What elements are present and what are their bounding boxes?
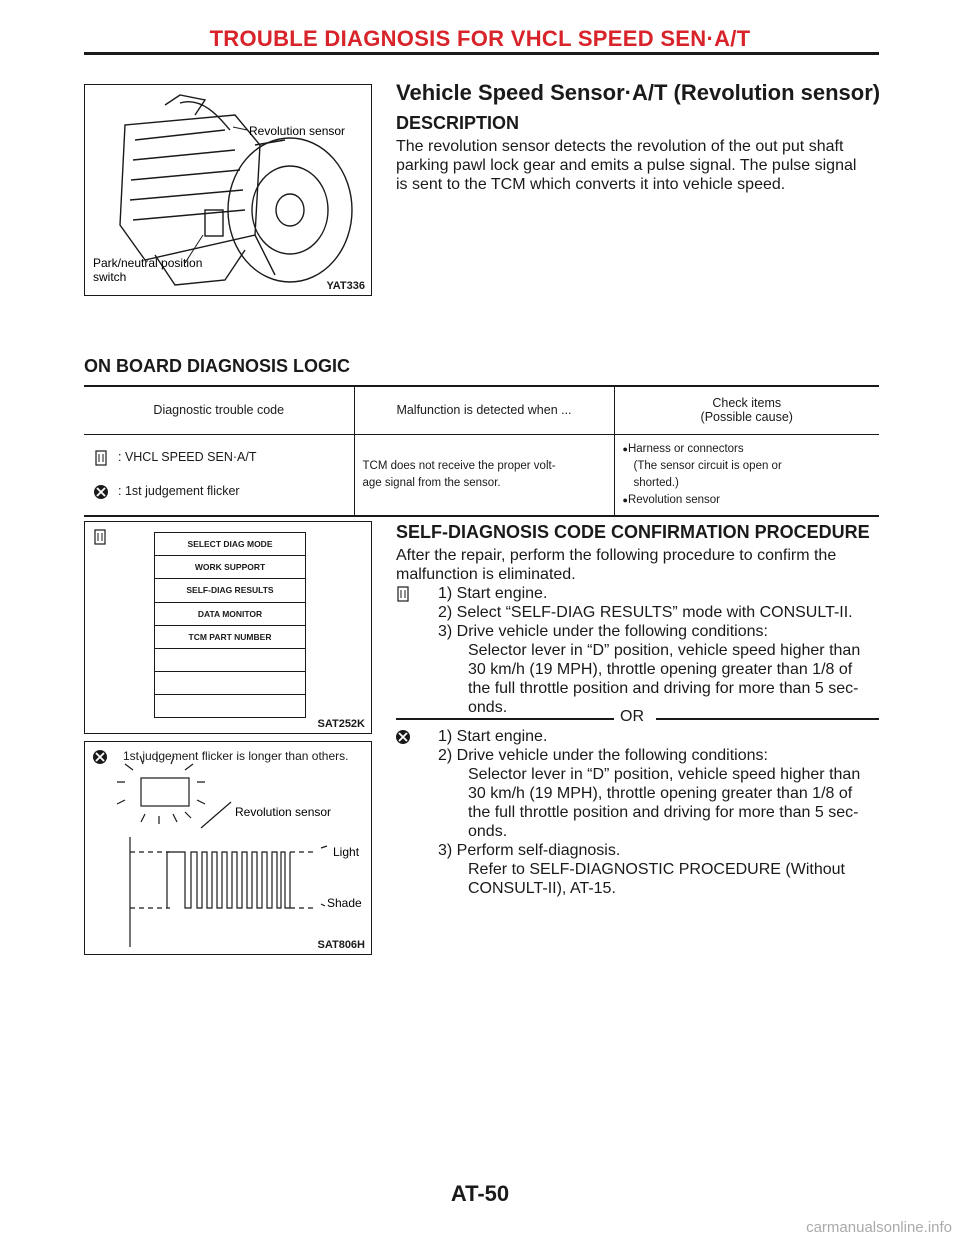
menu-item-tcm-part-number: TCM PART NUMBER [155, 626, 305, 649]
menu-item-empty [155, 649, 305, 672]
check-note: shorted.) [633, 476, 679, 489]
description-heading: DESCRIPTION [396, 113, 520, 133]
fig3-label-light: Light [333, 845, 360, 859]
figure-code: YAT336 [326, 280, 365, 292]
dtc-cell [84, 434, 354, 516]
check-item: Harness or connectors [627, 442, 744, 455]
dtc-consult-text: : VHCL SPEED SEN·A/T [118, 450, 257, 464]
condition-line: the full throttle position and driving for more than 5 sec- [468, 680, 859, 697]
condition-line: 30 km/h (19 MPH), throttle opening greater than 1/8 of [468, 785, 853, 802]
intro-line: After the repair, perform the following procedure to confirm the [396, 547, 837, 564]
menu-item-select-diag-mode: SELECT DIAG MODE [155, 533, 305, 556]
col-possible-cause-label: (Possible cause) [700, 410, 793, 425]
menu-item-empty [155, 695, 305, 718]
transmission-illustration [85, 85, 371, 295]
col-dtc: Diagnostic trouble code [84, 386, 354, 434]
menu-item-work-support: WORK SUPPORT [155, 556, 305, 579]
consult-icon [91, 528, 109, 546]
reference-line: CONSULT-II), AT-15. [468, 880, 616, 897]
step-text: 3) Drive vehicle under the following conditions: [438, 623, 768, 640]
check-items-cell [614, 434, 879, 516]
or-label: OR [620, 708, 644, 725]
description-line: parking pawl lock gear and emits a pulse signal. The pulse signal [396, 157, 857, 174]
figure-code: SAT252K [317, 718, 365, 730]
flicker-figure [84, 741, 372, 955]
obd-table [84, 385, 879, 517]
consult-menu [154, 532, 306, 718]
transmission-figure [84, 84, 372, 296]
no-tools-icon [92, 483, 110, 501]
or-divider-left [396, 718, 614, 720]
obd-heading: ON BOARD DIAGNOSIS LOGIC [84, 356, 351, 376]
condition-line: onds. [468, 823, 508, 840]
procedure-heading: SELF-DIAGNOSIS CODE CONFIRMATION PROCEDURE [396, 522, 870, 542]
check-note: (The sensor circuit is open or [633, 459, 782, 472]
description-text [396, 137, 880, 194]
condition-line: 30 km/h (19 MPH), throttle opening greater than 1/8 of [468, 661, 853, 678]
consult-icon [92, 449, 110, 467]
step-text: 3) Perform self-diagnosis. [438, 842, 621, 859]
menu-item-empty [155, 672, 305, 695]
menu-item-self-diag-results: SELF-DIAG RESULTS [155, 579, 305, 602]
fig1-label-park-neutral: Park/neutral position [93, 256, 203, 270]
col-malfunction: Malfunction is detected when ... [354, 386, 614, 434]
malfunction-line: age signal from the sensor. [362, 476, 501, 489]
col-check-items-label: Check items [712, 396, 782, 411]
fig3-label-revolution-sensor: Revolution sensor [235, 805, 332, 819]
page-number: AT-50 [450, 1181, 510, 1206]
figure-code: SAT806H [317, 939, 365, 951]
menu-item-data-monitor: DATA MONITOR [155, 603, 305, 626]
condition-line: the full throttle position and driving for more than 5 sec- [468, 804, 859, 821]
condition-line: Selector lever in “D” position, vehicle speed higher than [468, 766, 861, 783]
procedure-consult-steps [396, 584, 880, 717]
condition-line: Selector lever in “D” position, vehicle speed higher than [468, 642, 861, 659]
section-title: Vehicle Speed Sensor·A/T (Revolution sensor) [396, 80, 881, 105]
bullet: ● [622, 443, 628, 454]
site-watermark[interactable]: carmanualsonline.info [806, 1219, 952, 1236]
bullet: ● [622, 494, 628, 505]
fig1-label-switch: switch [93, 270, 127, 284]
procedure-flicker-steps [396, 727, 880, 898]
description-line: is sent to the TCM which converts it into vehicle speed. [396, 176, 786, 193]
description-line: The revolution sensor detects the revolution of the out put shaft [396, 138, 844, 155]
flicker-caption: 1st judgement flicker is longer than others. [123, 749, 349, 763]
fig3-label-shade: Shade [327, 896, 362, 910]
condition-line: onds. [468, 699, 508, 716]
procedure-intro [396, 546, 880, 584]
step-text: 1) Start engine. [438, 728, 548, 745]
or-divider-right [656, 718, 879, 720]
malfunction-line: TCM does not receive the proper volt- [362, 459, 556, 472]
step-text: 2) Select “SELF-DIAG RESULTS” mode with CONSULT-II. [438, 604, 853, 621]
fig1-label-revolution-sensor: Revolution sensor [249, 124, 346, 138]
table-row [84, 434, 879, 516]
col-check-items [614, 386, 879, 434]
step-text: 1) Start engine. [438, 585, 548, 602]
flicker-waveform [85, 742, 371, 954]
dtc-flicker-text: : 1st judgement flicker [118, 484, 240, 498]
step-text: 2) Drive vehicle under the following conditions: [438, 747, 768, 764]
header-rule [84, 52, 879, 55]
reference-line: Refer to SELF-DIAGNOSTIC PROCEDURE (Without [468, 861, 845, 878]
check-item: Revolution sensor [627, 493, 720, 506]
malfunction-cell [354, 434, 614, 516]
page-header-title: TROUBLE DIAGNOSIS FOR VHCL SPEED SEN·A/T [209, 26, 751, 51]
intro-line: malfunction is eliminated. [396, 566, 576, 583]
